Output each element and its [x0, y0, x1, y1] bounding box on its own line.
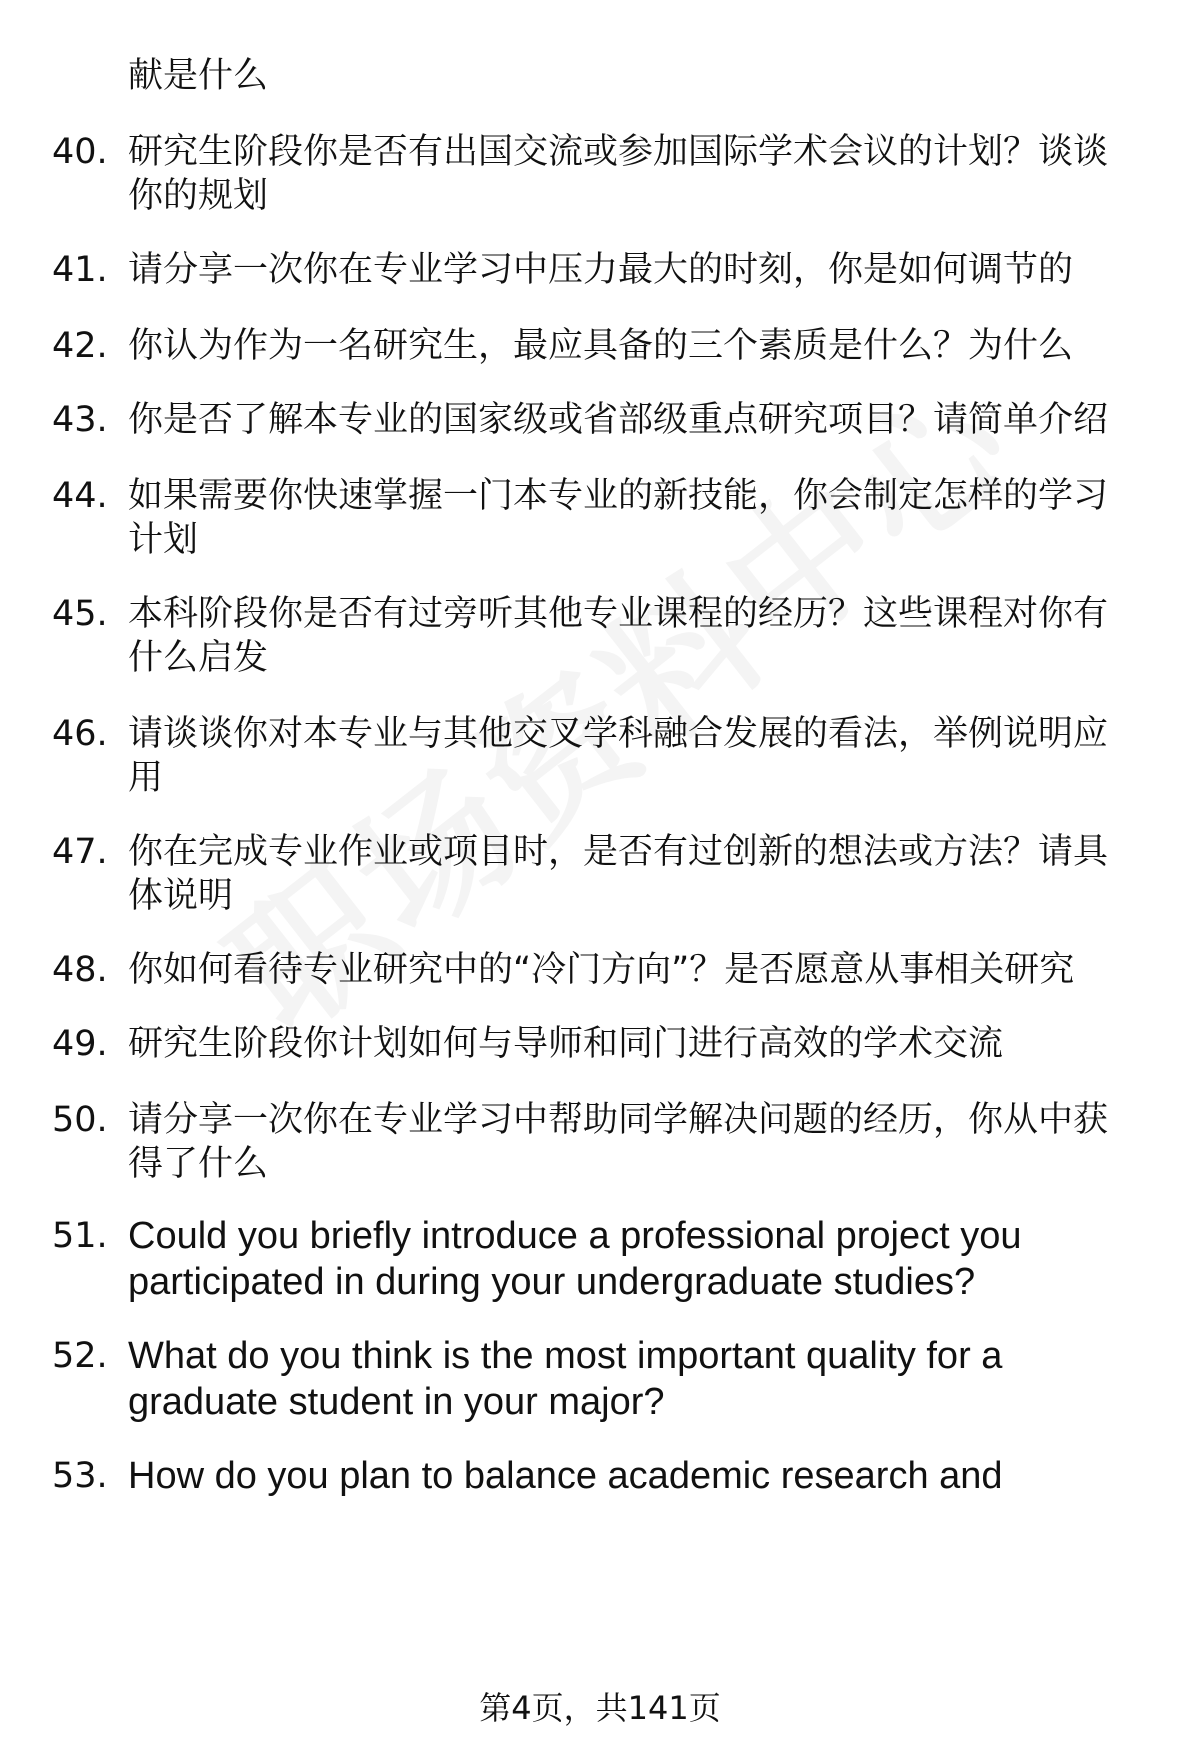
question-number: 47.: [52, 832, 108, 872]
question-text-line: graduate student in your major?: [128, 1381, 665, 1423]
question-number: 52.: [52, 1336, 108, 1376]
question-number: 51.: [52, 1216, 108, 1256]
question-number: 41.: [52, 250, 108, 290]
question-text-line: 研究生阶段你计划如何与导师和同门进行高效的学术交流: [128, 1024, 1004, 1064]
question-text-line: Could you briefly introduce a professional project you: [128, 1215, 1022, 1257]
question-text-line: 什么启发: [128, 638, 269, 678]
question-text-line: How do you plan to balance academic research and: [128, 1455, 1003, 1497]
question-text-line: 请分享一次你在专业学习中帮助同学解决问题的经历，你从中获: [128, 1100, 1109, 1140]
question-text-line: participated in during your undergraduate studies?: [128, 1261, 976, 1303]
question-text-line: 你是否了解本专业的国家级或省部级重点研究项目？请简单介绍: [128, 400, 1109, 440]
question-text-line: 你的规划: [128, 176, 269, 216]
question-text-line: 请分享一次你在专业学习中压力最大的时刻，你是如何调节的: [128, 250, 1074, 290]
question-number: 49.: [52, 1024, 108, 1064]
page-footer: 第4页，共141页: [479, 1689, 721, 1727]
question-text-line: 得了什么: [128, 1144, 269, 1184]
question-number: 45.: [52, 594, 108, 634]
question-number: 44.: [52, 476, 108, 516]
question-text-line: 献是什么: [128, 56, 269, 96]
question-number: 43.: [52, 400, 108, 440]
question-number: 48.: [52, 950, 108, 990]
question-text-line: 研究生阶段你是否有出国交流或参加国际学术会议的计划？谈谈: [128, 132, 1109, 172]
question-text-line: 如果需要你快速掌握一门本专业的新技能，你会制定怎样的学习: [128, 476, 1109, 516]
question-text-line: 本科阶段你是否有过旁听其他专业课程的经历？这些课程对你有: [128, 594, 1109, 634]
question-number: 50.: [52, 1100, 108, 1140]
question-text-line: 你如何看待专业研究中的“冷门方向”？是否愿意从事相关研究: [128, 950, 1075, 990]
question-number: 40.: [52, 132, 108, 172]
question-text-line: 你认为作为一名研究生，最应具备的三个素质是什么？为什么: [128, 326, 1074, 366]
question-text-line: 请谈谈你对本专业与其他交叉学科融合发展的看法，举例说明应: [128, 714, 1109, 754]
question-text-line: 体说明: [128, 876, 234, 916]
question-text-line: What do you think is the most important quality for a: [128, 1335, 1003, 1377]
question-text-line: 你在完成专业作业或项目时，是否有过创新的想法或方法？请具: [128, 832, 1109, 872]
question-text-line: 计划: [128, 520, 199, 560]
question-number: 46.: [52, 714, 108, 754]
question-number: 42.: [52, 326, 108, 366]
question-number: 53.: [52, 1456, 108, 1496]
question-text-line: 用: [128, 758, 164, 798]
